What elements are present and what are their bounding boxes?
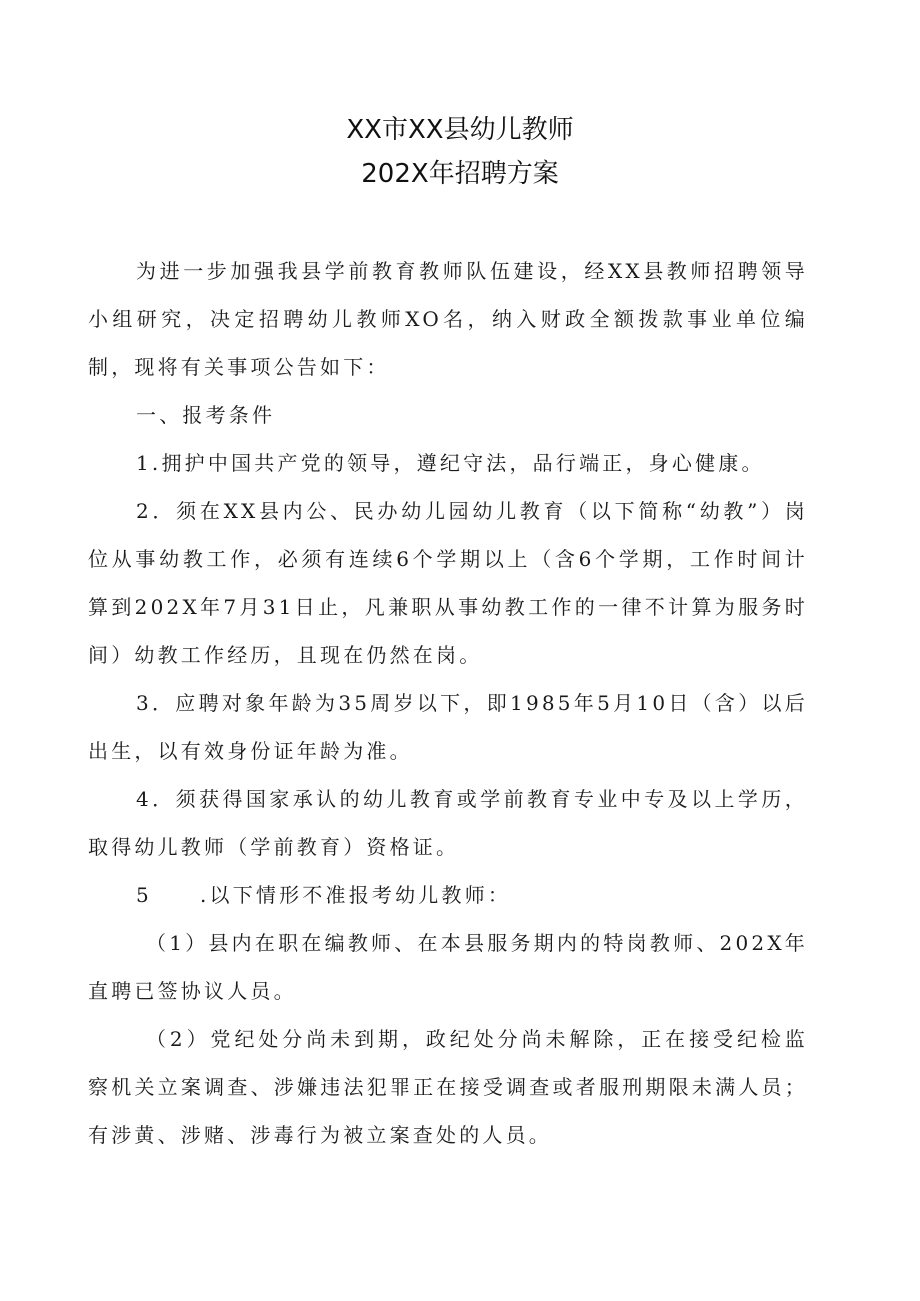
intro-paragraph: 为进一步加强我县学前教育教师队伍建设，经XX县教师招聘领导小组研究，决定招聘幼儿教师XO名，纳入财政全额拨款事业单位编制，现将有关事项公告如下： — [88, 259, 808, 379]
requirement-item-2: 2．须在XX县内公、民办幼儿园幼儿教育（以下简称“幼教”）岗位从事幼教工作，必须有连续6个学期以上（含6个学期，工作时间计算到202X年7月31日止，凡兼职从事幼教工作的一律不计算为服务时间）幼教工作经历，且现在仍然在岗。 — [88, 499, 808, 667]
exclusion-item-1: （1）县内在职在编教师、在本县服务期内的特岗教师、202X年直聘已签协议人员。 — [88, 931, 808, 1003]
title-line-1: XX市XX县幼儿教师 — [346, 115, 574, 145]
requirement-item-5 — [88, 871, 808, 919]
item-5-number: 5 — [136, 883, 152, 907]
document-title — [0, 108, 920, 196]
exclusion-item-2: （2）党纪处分尚未到期，政纪处分尚未解除，正在接受纪检监察机关立案调查、涉嫌违法犯罪正在接受调查或者服刑期限未满人员；有涉黄、涉赌、涉毒行为被立案查处的人员。 — [88, 1027, 808, 1147]
item-5-text: .以下情形不准报考幼儿教师： — [199, 883, 512, 907]
requirement-item-4: 4．须获得国家承认的幼儿教育或学前教育专业中专及以上学历，取得幼儿教师（学前教育）资格证。 — [88, 787, 808, 859]
document-body — [88, 247, 808, 1159]
section-heading-requirements: 一、报考条件 — [136, 403, 276, 427]
requirement-item-1: 1.拥护中国共产党的领导，遵纪守法，品行端正，身心健康。 — [136, 451, 765, 475]
requirement-item-3: 3．应聘对象年龄为35周岁以下，即1985年5月10日（含）以后出生，以有效身份证年龄为准。 — [88, 691, 808, 763]
title-line-2: 202X年招聘方案 — [361, 159, 559, 189]
